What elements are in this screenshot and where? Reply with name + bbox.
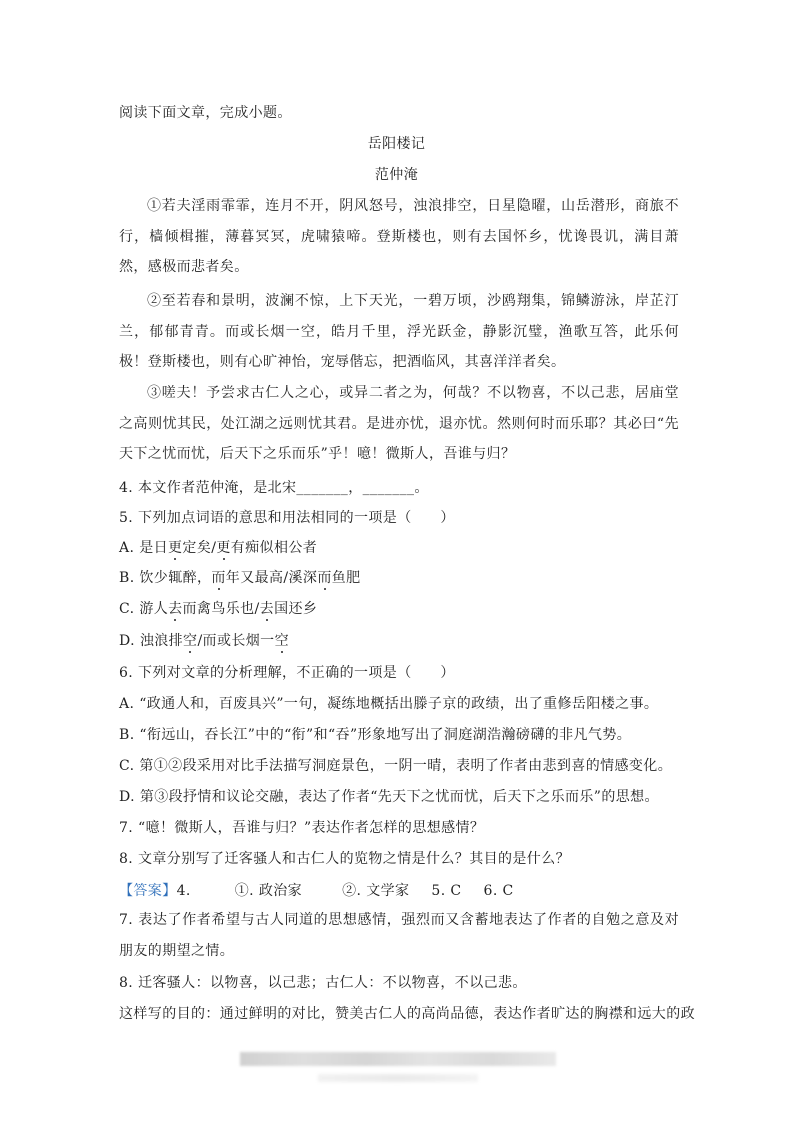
option-text: 年又最高/溪深 bbox=[225, 570, 318, 586]
option-text: 有痴似相公者 bbox=[230, 540, 318, 556]
dotted-word: 而 bbox=[211, 570, 226, 586]
question-5-option-b bbox=[119, 568, 679, 588]
dotted-word: 去 bbox=[168, 601, 183, 617]
blurred-footer-watermark-faint bbox=[318, 1074, 478, 1082]
question-6-option-d: D. 第③段抒情和议论交融，表达了作者“先天下之忧而忧，后天下之乐而乐”的思想。 bbox=[119, 789, 659, 805]
option-text: C. 游人 bbox=[119, 601, 169, 617]
question-5-option-a bbox=[119, 538, 679, 558]
instruction: 阅读下面文章，完成小题。 bbox=[119, 105, 292, 121]
option-text: 而禽鸟乐也/ bbox=[182, 601, 260, 617]
question-7: 7. “噫！微斯人，吾谁与归？”表达作者怎样的思想感情？ bbox=[119, 820, 485, 836]
answer-7: 7. 表达了作者希望与古人同道的思想感情，强烈而又含蓄地表达了作者的自勉之意及对朋友的期望之情。 bbox=[119, 912, 679, 959]
answer-line bbox=[119, 881, 679, 901]
option-text: A. 是日 bbox=[119, 540, 169, 556]
dotted-word: 空 bbox=[183, 633, 198, 649]
answer-q6: 6. C bbox=[483, 883, 514, 899]
paragraph-1: ①若夫淫雨霏霏，连月不开，阴风怒号，浊浪排空，日星隐曜，山岳潜形，商旅不行，樯倾楫摧，薄暮冥冥，虎啸猿啼。登斯楼也，则有去国怀乡，忧谗畏讥，满目萧然，感极而悲者矣。 bbox=[119, 198, 679, 275]
blurred-footer-watermark bbox=[240, 1052, 556, 1066]
poem-title: 岳阳楼记 bbox=[367, 136, 426, 152]
option-text: /而或长烟一 bbox=[197, 633, 275, 649]
paragraph-2: ②至若春和景明，波澜不惊，上下天光，一碧万顷，沙鸥翔集，锦鳞游泳，岸芷汀兰，郁郁青青。而或长烟一空，皓月千里，浮光跃金，静影沉璧，渔歌互答，此乐何极！登斯楼也，则有心旷神怡，宠辱偕忘，把酒临风，其喜洋洋者矣。 bbox=[119, 293, 679, 370]
question-8: 8. 文章分别写了迁客骚人和古仁人的览物之情是什么？其目的是什么？ bbox=[119, 851, 571, 867]
paragraph-3: ③嗟夫！予尝求古仁人之心，或异二者之为，何哉？不以物喜，不以己悲，居庙堂之高则忧其民，处江湖之远则忧其君。是进亦忧，退亦忧。然则何时而乐耶？其必曰“先天下之忧而忧，后天下之乐而乐”乎！噫！微斯人，吾谁与归？ bbox=[119, 385, 679, 462]
question-5-option-d bbox=[119, 631, 679, 651]
answer-8-continued: 这样写的目的：通过鲜明的对比，赞美古仁人的高尚品德，表达作者旷达的胸襟和远大的政 bbox=[119, 1006, 695, 1022]
answer-number: 4. bbox=[176, 883, 191, 899]
dotted-word: 空 bbox=[274, 633, 289, 649]
option-text: 定矣/ bbox=[182, 540, 217, 556]
dotted-word: 更 bbox=[216, 540, 231, 556]
question-6-option-a: A. “政通人和，百废具兴”一句，凝练地概括出滕子京的政绩，出了重修岳阳楼之事。 bbox=[119, 696, 659, 712]
option-text: D. 浊浪排 bbox=[119, 633, 184, 649]
answer-item-1: ①. 政治家 bbox=[234, 883, 303, 899]
dotted-word: 更 bbox=[168, 540, 183, 556]
answer-item-2: ②. 文学家 bbox=[342, 883, 410, 899]
option-text: 鱼肥 bbox=[331, 570, 361, 586]
answer-q5: 5. C bbox=[431, 883, 462, 899]
answer-8: 8. 迁客骚人：以物喜，以己悲；古仁人：不以物喜，不以己悲。 bbox=[119, 975, 527, 991]
question-6-option-c: C. 第①②段采用对比手法描写洞庭景色，一阴一晴，表明了作者由悲到喜的情感变化。 bbox=[119, 758, 673, 774]
option-text: 国还乡 bbox=[274, 601, 318, 617]
question-6-option-b: B. “衔远山，吞长江”中的“衔”和“吞”形象地写出了洞庭湖浩瀚磅礴的非凡气势。 bbox=[119, 727, 632, 743]
option-text: B. 饮少辄醉， bbox=[119, 570, 212, 586]
dotted-word: 去 bbox=[259, 601, 275, 617]
question-4: 4. 本文作者范仲淹，是北宋_______，_______。 bbox=[119, 480, 429, 496]
question-5-option-c bbox=[119, 599, 679, 619]
answer-tag: 【答案】 bbox=[119, 883, 177, 899]
dotted-word: 而 bbox=[317, 570, 332, 586]
question-5-stem: 5. 下列加点词语的意思和用法相同的一项是（ ） bbox=[119, 510, 455, 526]
question-6-stem: 6. 下列对文章的分析理解，不正确的一项是（ ） bbox=[119, 665, 455, 681]
poem-author: 范仲淹 bbox=[374, 167, 419, 183]
